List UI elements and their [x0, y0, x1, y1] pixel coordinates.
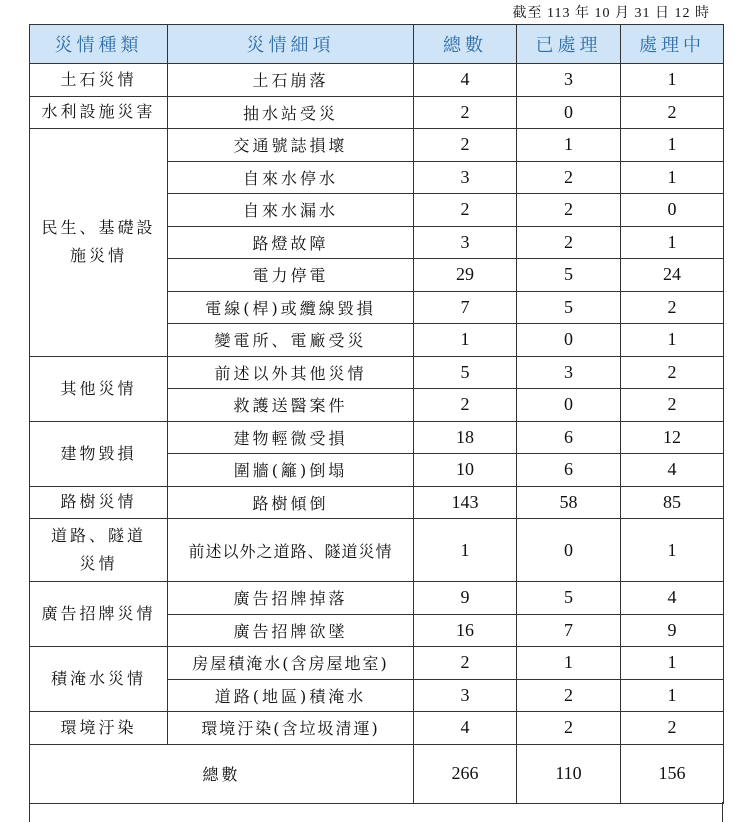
detail-cell: 廣告招牌掉落 — [168, 582, 414, 615]
total-cell: 4 — [414, 64, 517, 97]
total-cell: 10 — [414, 454, 517, 487]
total-cell: 1 — [414, 519, 517, 582]
processing-cell: 1 — [621, 226, 724, 259]
handled-cell: 5 — [517, 259, 621, 292]
detail-cell: 房屋積淹水(含房屋地室) — [168, 647, 414, 680]
processing-cell: 2 — [621, 356, 724, 389]
table-row — [30, 356, 724, 389]
total-cell: 2 — [414, 96, 517, 129]
category-cell: 路樹災情 — [30, 486, 168, 519]
disaster-report-table — [29, 24, 724, 804]
processing-cell: 1 — [621, 129, 724, 162]
category-cell: 建物毀損 — [30, 421, 168, 486]
total-cell: 143 — [414, 486, 517, 519]
header-handled: 已處理 — [517, 25, 621, 64]
processing-cell: 1 — [621, 161, 724, 194]
processing-cell: 1 — [621, 324, 724, 357]
detail-cell: 變電所、電廠受災 — [168, 324, 414, 357]
total-cell: 4 — [414, 712, 517, 745]
processing-cell: 1 — [621, 64, 724, 97]
total-cell: 9 — [414, 582, 517, 615]
processing-cell: 1 — [621, 647, 724, 680]
detail-cell: 自來水停水 — [168, 161, 414, 194]
table-row — [30, 64, 724, 97]
handled-cell: 1 — [517, 129, 621, 162]
total-cell: 29 — [414, 259, 517, 292]
handled-cell: 0 — [517, 96, 621, 129]
table-row — [30, 421, 724, 454]
total-cell: 1 — [414, 324, 517, 357]
total-cell: 18 — [414, 421, 517, 454]
category-cell: 民生、基礎設施災情 — [30, 129, 168, 357]
detail-cell: 道路(地區)積淹水 — [168, 679, 414, 712]
processing-cell: 9 — [621, 614, 724, 647]
category-cell: 其他災情 — [30, 356, 168, 421]
handled-cell: 3 — [517, 64, 621, 97]
total-cell: 5 — [414, 356, 517, 389]
handled-cell: 6 — [517, 454, 621, 487]
table-row — [30, 96, 724, 129]
detail-cell: 土石崩落 — [168, 64, 414, 97]
detail-cell: 自來水漏水 — [168, 194, 414, 227]
processing-cell: 85 — [621, 486, 724, 519]
total-cell: 3 — [414, 226, 517, 259]
handled-cell: 3 — [517, 356, 621, 389]
as-of-timestamp: 截至 113 年 10 月 31 日 12 時 — [512, 6, 710, 21]
category-cell: 水利設施災害 — [30, 96, 168, 129]
summary-processing: 156 — [621, 744, 724, 803]
detail-cell: 前述以外其他災情 — [168, 356, 414, 389]
category-cell: 環境汙染 — [30, 712, 168, 745]
total-cell: 2 — [414, 129, 517, 162]
detail-cell: 建物輕微受損 — [168, 421, 414, 454]
processing-cell: 0 — [621, 194, 724, 227]
table-row — [30, 486, 724, 519]
detail-cell: 環境汙染(含垃圾清運) — [168, 712, 414, 745]
handled-cell: 1 — [517, 647, 621, 680]
category-cell: 土石災情 — [30, 64, 168, 97]
table-header-row — [30, 25, 724, 64]
processing-cell: 24 — [621, 259, 724, 292]
processing-cell: 2 — [621, 291, 724, 324]
category-cell: 廣告招牌災情 — [30, 582, 168, 647]
processing-cell: 2 — [621, 712, 724, 745]
table-row — [30, 712, 724, 745]
detail-cell: 路燈故障 — [168, 226, 414, 259]
handled-cell: 0 — [517, 324, 621, 357]
header-detail: 災情細項 — [168, 25, 414, 64]
handled-cell: 0 — [517, 389, 621, 422]
category-cell: 道路、隧道災情 — [30, 519, 168, 582]
detail-cell: 路樹傾倒 — [168, 486, 414, 519]
handled-cell: 2 — [517, 226, 621, 259]
detail-cell: 交通號誌損壞 — [168, 129, 414, 162]
handled-cell: 2 — [517, 194, 621, 227]
summary-label: 總數 — [30, 744, 414, 803]
category-cell: 積淹水災情 — [30, 647, 168, 712]
processing-cell: 1 — [621, 519, 724, 582]
header-category: 災情種類 — [30, 25, 168, 64]
handled-cell: 2 — [517, 679, 621, 712]
processing-cell: 1 — [621, 679, 724, 712]
detail-cell: 抽水站受災 — [168, 96, 414, 129]
summary-handled: 110 — [517, 744, 621, 803]
header-processing: 處理中 — [621, 25, 724, 64]
detail-cell: 圍牆(籬)倒塌 — [168, 454, 414, 487]
handled-cell: 2 — [517, 712, 621, 745]
handled-cell: 6 — [517, 421, 621, 454]
total-cell: 2 — [414, 647, 517, 680]
table-row — [30, 129, 724, 162]
handled-cell: 5 — [517, 582, 621, 615]
detail-cell: 救護送醫案件 — [168, 389, 414, 422]
table-row — [30, 519, 724, 582]
handled-cell: 58 — [517, 486, 621, 519]
handled-cell: 0 — [517, 519, 621, 582]
detail-cell: 廣告招牌欲墜 — [168, 614, 414, 647]
handled-cell: 7 — [517, 614, 621, 647]
processing-cell: 2 — [621, 389, 724, 422]
handled-cell: 5 — [517, 291, 621, 324]
table-row — [30, 582, 724, 615]
processing-cell: 4 — [621, 582, 724, 615]
processing-cell: 4 — [621, 454, 724, 487]
total-cell: 7 — [414, 291, 517, 324]
header-total: 總數 — [414, 25, 517, 64]
summary-total: 266 — [414, 744, 517, 803]
total-cell: 2 — [414, 194, 517, 227]
detail-cell: 電力停電 — [168, 259, 414, 292]
table-row — [30, 647, 724, 680]
processing-cell: 12 — [621, 421, 724, 454]
total-cell: 2 — [414, 389, 517, 422]
total-cell: 16 — [414, 614, 517, 647]
detail-cell: 電線(桿)或纜線毀損 — [168, 291, 414, 324]
handled-cell: 2 — [517, 161, 621, 194]
table-continuation — [29, 802, 723, 822]
detail-cell: 前述以外之道路、隧道災情 — [168, 519, 414, 582]
total-cell: 3 — [414, 161, 517, 194]
summary-row — [30, 744, 724, 803]
total-cell: 3 — [414, 679, 517, 712]
processing-cell: 2 — [621, 96, 724, 129]
